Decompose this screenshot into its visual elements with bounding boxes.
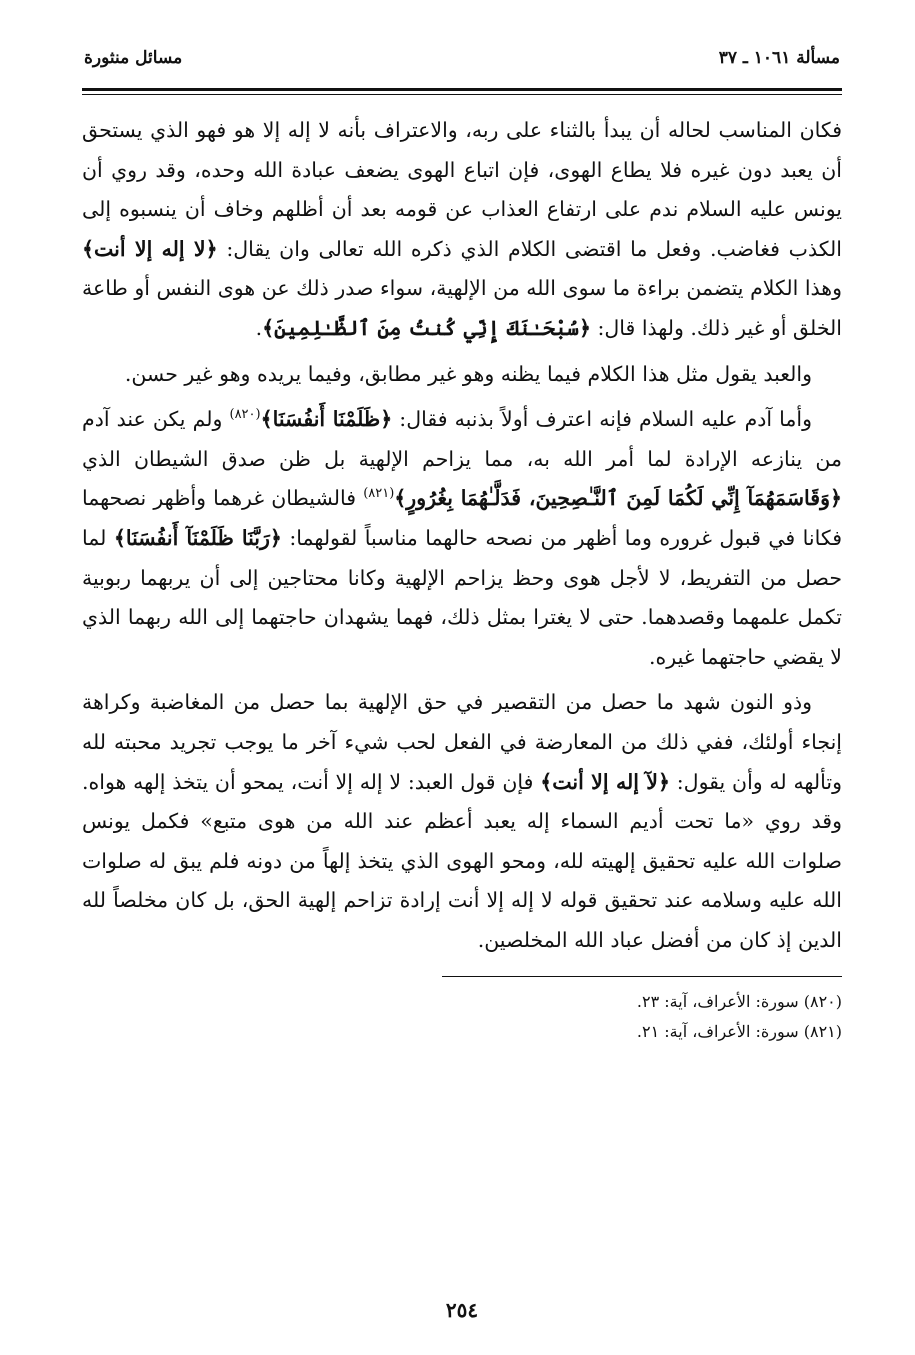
footnote-reference: (٨٢١) bbox=[363, 486, 395, 502]
text-run: وذو النون شهد ما حصل من التقصير في حق الإلهية بما حصل من المغاضبة وكراهة إنجاء أولئك، ففي ذلك من المعارضة في الفعل لحب شيء آخر ما يوجب تجريد محبته لله وتألهه له وأن يقول: bbox=[82, 690, 842, 794]
quran-verse: ﴿وَقَاسَمَهُمَآ إِنِّي لَكُمَا لَمِنَ ٱلنَّـٰصِحِينَ، فَدَلَّـٰهُمَا بِغُرُورٍ﴾ bbox=[394, 486, 842, 511]
text-run: فكان المناسب لحاله أن يبدأ بالثناء على ربه، والاعتراف بأنه لا إله إلا هو فهو الذي يستحق أن يعبد دون غيره فلا يطاع الهوى، فإن اتباع الهوى يضعف عبادة الله وحده، وقد روي أن يونس عليه السلام ندم على ارتفاع العذاب عن قومه بعد أن أظلهم وخاف أن ينسبوه إلى الكذب فغاضب. وفعل ما اقتضى الكلام الذي ذكره الله تعالى وان يقال: bbox=[82, 118, 842, 261]
paragraph bbox=[82, 400, 842, 677]
page-number: ٢٥٤ bbox=[445, 1298, 479, 1322]
text-run: لما حصل من التفريط، لا لأجل هوى وحظ يزاحم الإلهية وكانا محتاجين إلى أن يربهما ربوبية تكمل علمهما وقصدهما. حتى لا يغترا بمثل ذلك، فهما يشهدان حاجتهما إلى الله ربهما الذي لا يقضي حاجتهما غيره. bbox=[82, 525, 842, 669]
book-page bbox=[82, 40, 842, 1330]
header-rule bbox=[82, 88, 842, 91]
text-run: وأما آدم عليه السلام فإنه اعترف أولاً بذنبه فقال: bbox=[392, 407, 812, 432]
paragraph bbox=[82, 111, 842, 349]
header-chapter: مسألة ١٠٦١ ـ ٣٧ bbox=[718, 48, 840, 68]
text-run: فإن قول العبد: لا إله إلا أنت، يمحو أن يتخذ إلهه هواه. وقد روي «ما تحت أديم السماء إله يعبد أعظم عند الله من هوى متبع» فكمل يونس صلوات الله عليه تحقيق إلهيته لله، ومحو الهوى الذي يتخذ إلهاً من دونه فلم يبق له صلوات الله عليه وسلامه عند تحقيق قوله لا إله إلا أنت إرادة تزاحم إلهية الحق، بل كان مخلصاً لله الدين إذ كان من أفضل عباد الله المخلصين. bbox=[82, 769, 842, 952]
text-run: وهذا الكلام يتضمن براءة ما سوى الله من الإلهية، سواء صدر ذلك عن هوى النفس أو طاعة الخلق أو غير ذلك. ولهذا قال: bbox=[82, 276, 842, 340]
paragraph bbox=[82, 683, 842, 960]
header-title: مسائل منثورة bbox=[84, 48, 183, 68]
text-run: ولم يكن عند آدم من ينازعه الإرادة لما أمر الله به، مما يزاحم الإلهية بل ظن صدق الشيطان الذي bbox=[82, 407, 842, 471]
text-run: فالشيطان غرهما وأظهر نصحهما فكانا في قبول غروره وما أظهر من نصحه حالهما مناسباً لقولهما: bbox=[82, 486, 842, 550]
quran-verse: ﴿رَبَّنَا ظَلَمْنَآ أَنفُسَنَا﴾ bbox=[113, 525, 282, 550]
footnote-821: (٨٢١) سورة: الأعراف، آية: ٢١. bbox=[636, 1022, 842, 1042]
quran-verse: ﴿ظَلَمْنَا أَنفُسَنَا﴾ bbox=[260, 407, 393, 432]
running-header bbox=[82, 40, 842, 78]
paragraph bbox=[82, 355, 842, 395]
text-run: والعبد يقول مثل هذا الكلام فيما يظنه وهو غير مطابق، وفيما يريده وهو غير حسن. bbox=[124, 361, 812, 386]
header-rule-thin bbox=[82, 94, 842, 95]
footnotes bbox=[82, 987, 842, 1047]
footnote-reference: (٨٢٠) bbox=[229, 407, 261, 423]
quran-verse: ﴿سُبْحَـٰنَكَ إِنِّي كُنتُ مِنَ ٱلظَّـٰلِمِينَ﴾ bbox=[262, 315, 591, 340]
quran-verse: ﴿لآ إله إلا أنت﴾ bbox=[540, 769, 670, 794]
quran-verse: ﴿لا إله إلا أنت﴾ bbox=[82, 236, 218, 261]
footnote-separator bbox=[442, 976, 842, 977]
footnote-820: (٨٢٠) سورة: الأعراف، آية: ٢٣. bbox=[636, 992, 842, 1012]
body-text bbox=[82, 111, 842, 960]
text-run: . bbox=[255, 315, 263, 340]
